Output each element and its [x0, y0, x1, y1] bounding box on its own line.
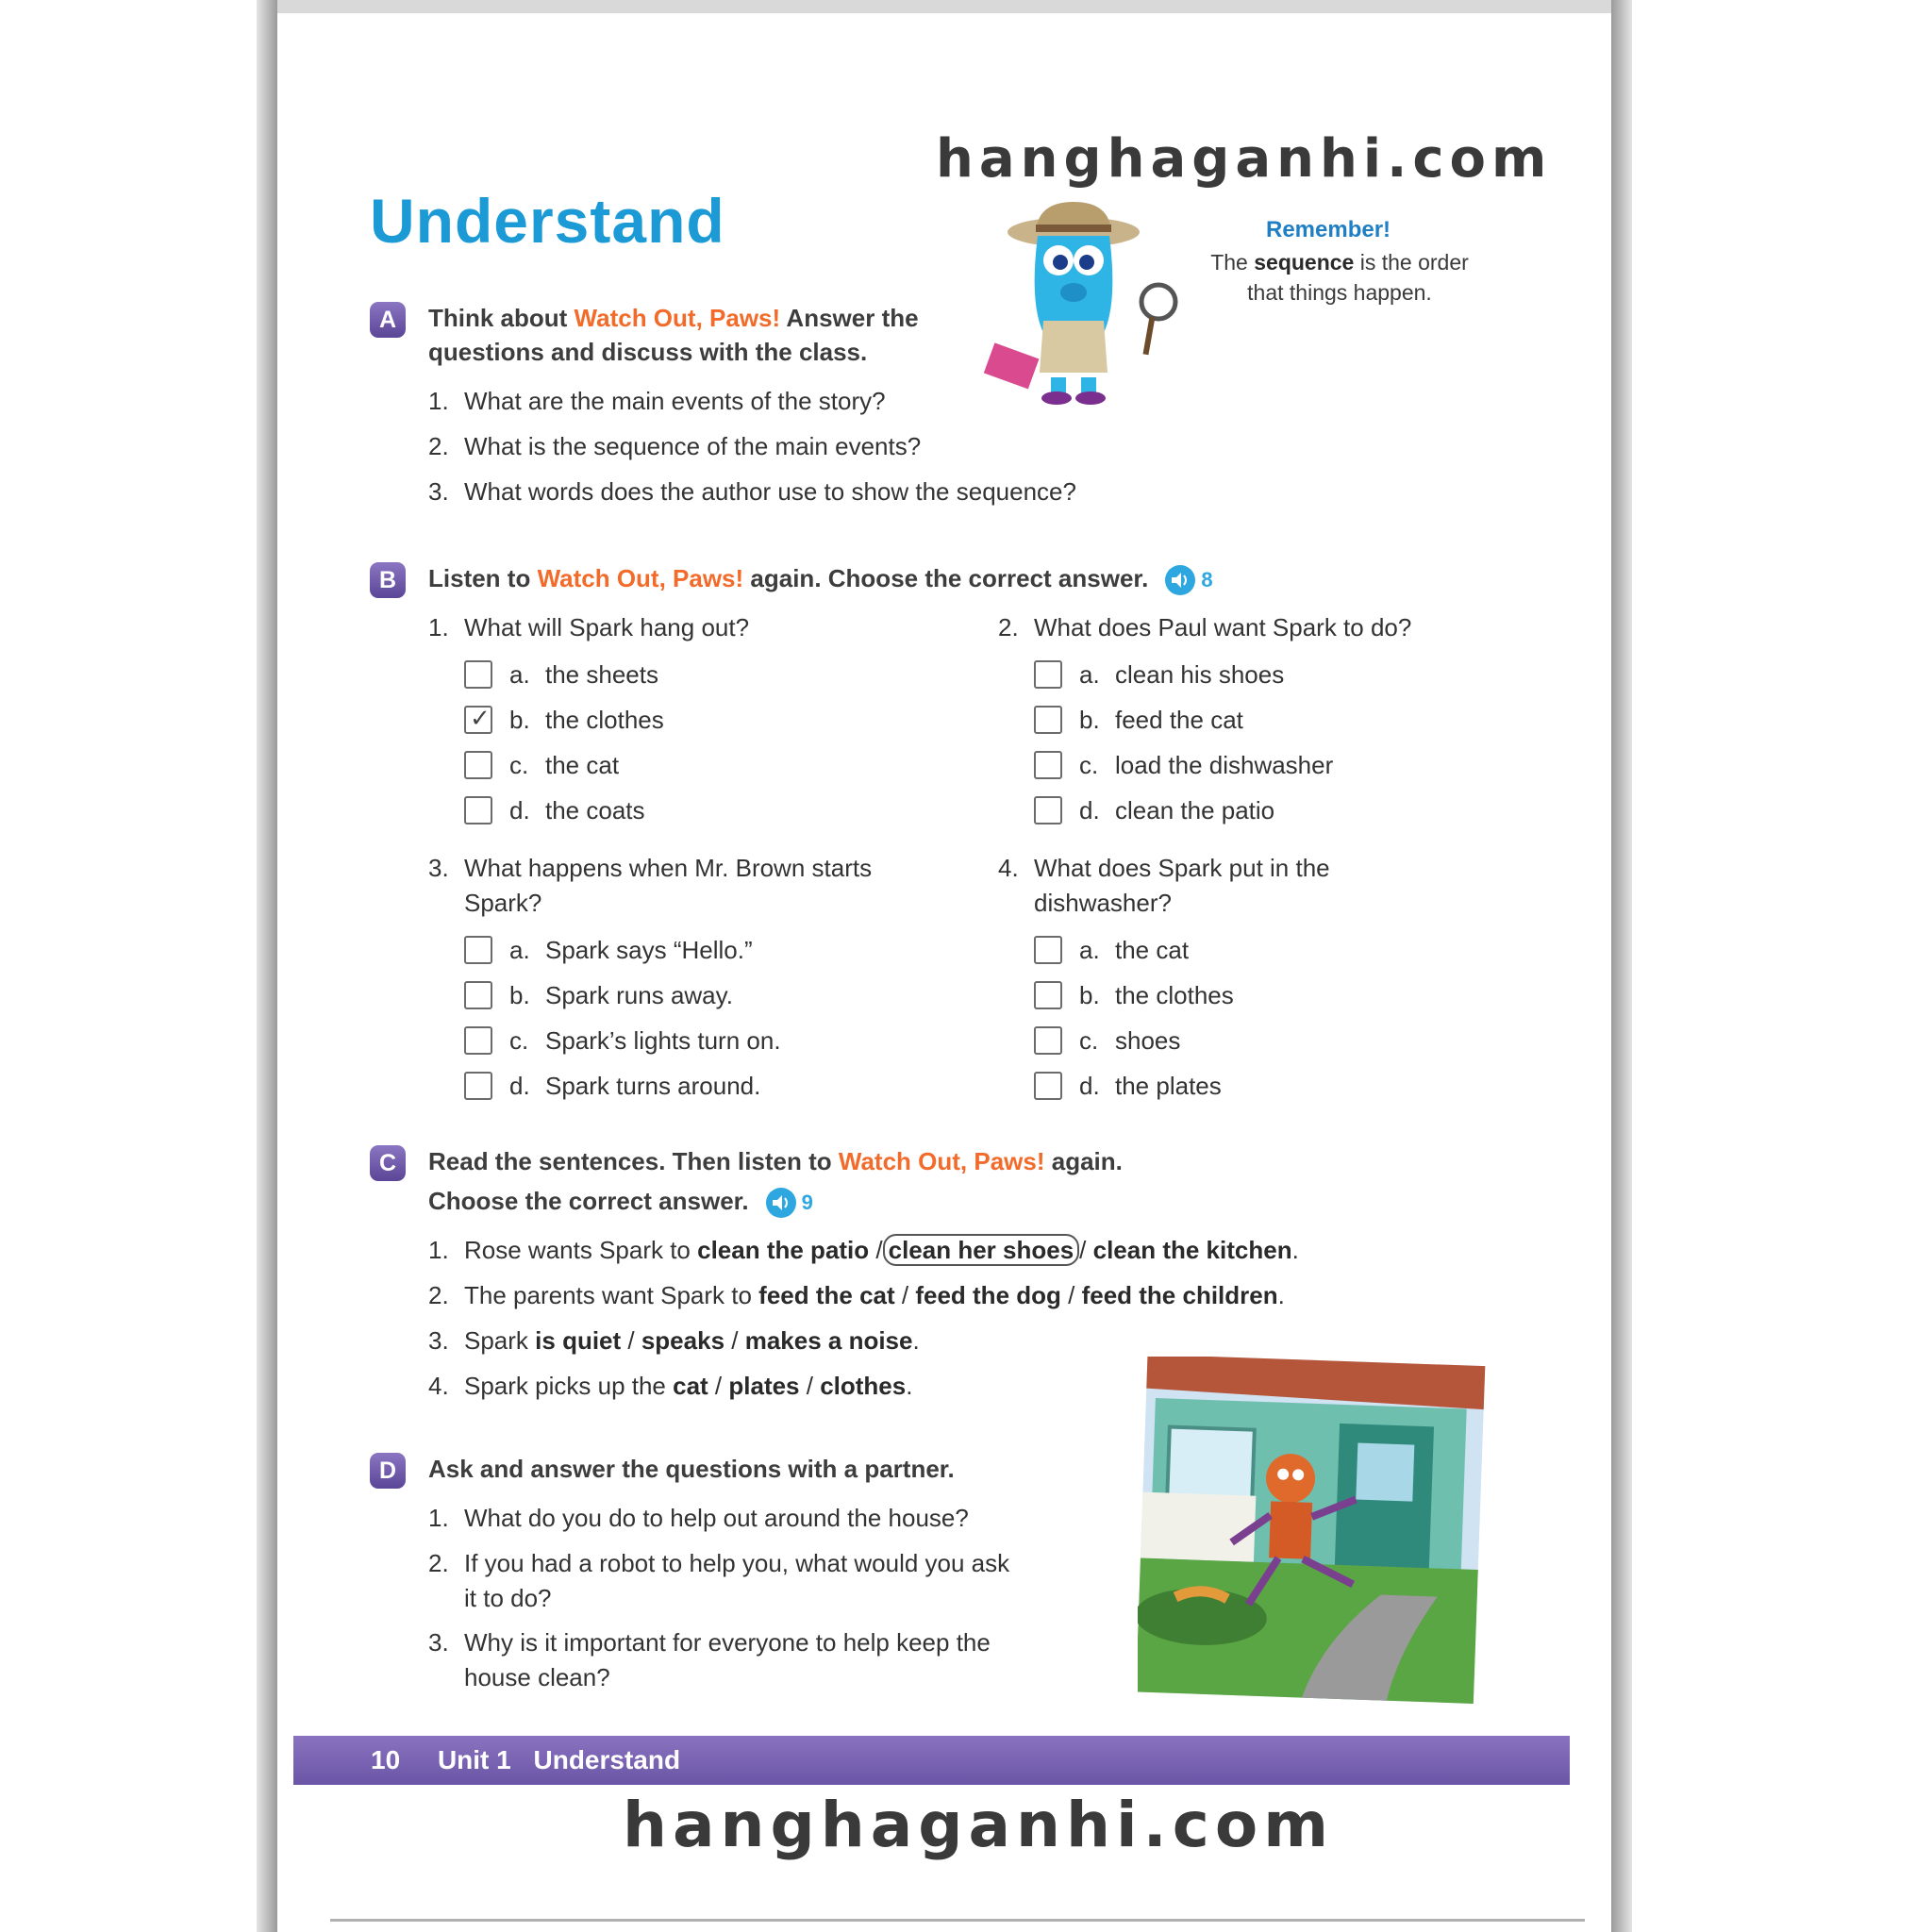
- answer-option: [1079, 1072, 1222, 1101]
- option-text: the sheets: [545, 660, 658, 689]
- option-text: the plates: [1115, 1072, 1222, 1100]
- option-letter: b.: [509, 706, 530, 734]
- checkbox[interactable]: [1034, 1072, 1062, 1100]
- checkbox[interactable]: [464, 936, 492, 964]
- question-number: 1.: [428, 1504, 449, 1532]
- section-a-instruction-line2: questions and discuss with the class.: [428, 338, 868, 366]
- option-text: the coats: [545, 796, 645, 824]
- answer-option: [509, 796, 645, 825]
- story-title: Watch Out, Paws!: [574, 304, 781, 332]
- section-c-instruction: [428, 1147, 1123, 1176]
- separator: /: [799, 1372, 821, 1400]
- section-c-sentence-2: [428, 1281, 1285, 1310]
- section-d-badge: D: [370, 1453, 406, 1489]
- section-b-question-1: [428, 613, 749, 642]
- option-text: Spark turns around.: [545, 1072, 761, 1100]
- section-d-question-3: [428, 1628, 991, 1657]
- question-text: What do you do to help out around the house?: [464, 1504, 969, 1532]
- question-text-line2: dishwasher?: [1034, 889, 1172, 917]
- section-b-question-3: [428, 854, 872, 883]
- choice-c[interactable]: feed the children: [1081, 1281, 1278, 1309]
- option-text: the clothes: [1115, 981, 1234, 1009]
- page-shadow-right: [1611, 0, 1632, 1932]
- checkbox-checked[interactable]: [464, 706, 492, 734]
- checkbox[interactable]: [464, 796, 492, 824]
- option-letter: d.: [509, 796, 530, 824]
- answer-option: [1079, 660, 1284, 690]
- choice-a[interactable]: is quiet: [535, 1326, 622, 1355]
- answer-option: [1079, 751, 1333, 780]
- check-mark-icon: ✓: [470, 704, 491, 732]
- option-letter: c.: [509, 751, 529, 779]
- answer-option: [1079, 796, 1274, 825]
- section-a-question-2: [428, 432, 921, 461]
- answer-option: [509, 936, 753, 965]
- option-letter: a.: [509, 936, 530, 964]
- question-number: 2.: [998, 613, 1019, 641]
- question-text: Why is it important for everyone to help keep the: [464, 1628, 991, 1657]
- detective-mascot-illustration: [981, 198, 1179, 406]
- question-text: What happens when Mr. Brown starts: [464, 854, 873, 882]
- remember-heading: Remember!: [1266, 217, 1391, 242]
- question-text: What will Spark hang out?: [464, 613, 750, 641]
- checkbox[interactable]: [1034, 981, 1062, 1009]
- option-text: Spark’s lights turn on.: [545, 1026, 781, 1055]
- question-number: 3.: [428, 477, 449, 506]
- page-number: 10: [371, 1745, 401, 1774]
- option-letter: d.: [509, 1072, 530, 1100]
- page-shadow-left: [257, 0, 277, 1932]
- option-letter: d.: [1079, 1072, 1100, 1100]
- option-letter: c.: [509, 1026, 529, 1055]
- section-a-question-1: [428, 387, 886, 416]
- audio-track-number: 9: [801, 1191, 813, 1215]
- question-number: 3.: [428, 854, 449, 882]
- separator: /: [1060, 1281, 1082, 1309]
- sentence-number: 4.: [428, 1372, 449, 1400]
- option-letter: c.: [1079, 1026, 1099, 1055]
- option-text: the cat: [1115, 936, 1190, 964]
- section-c-badge: C: [370, 1145, 406, 1181]
- choice-c[interactable]: makes a noise: [744, 1326, 913, 1355]
- watermark-top: hanghaganhi.com: [936, 128, 1553, 190]
- section-a-badge: A: [370, 302, 406, 338]
- footer-section: Understand: [533, 1745, 681, 1774]
- section-c-sentence-4: [428, 1372, 912, 1401]
- remember-text: [1191, 247, 1489, 308]
- instruction-text: again.: [1044, 1147, 1123, 1175]
- section-c-instruction-line2: [428, 1187, 813, 1218]
- answer-option: [509, 981, 733, 1010]
- option-text: clean the patio: [1115, 796, 1275, 824]
- sentence-end: .: [1291, 1236, 1299, 1264]
- option-letter: b.: [509, 981, 530, 1009]
- watermark-bottom: hanghaganhi.com: [623, 1789, 1334, 1861]
- choice-c[interactable]: clean the kitchen: [1092, 1236, 1292, 1264]
- separator: /: [894, 1281, 916, 1309]
- instruction-text: Choose the correct answer.: [428, 1187, 749, 1215]
- checkbox[interactable]: [1034, 796, 1062, 824]
- option-letter: d.: [1079, 796, 1100, 824]
- section-a-instruction: [428, 304, 919, 333]
- remember-term: sequence: [1254, 250, 1355, 275]
- sentence-text: Spark picks up the: [464, 1372, 674, 1400]
- section-b-instruction: [428, 564, 1213, 595]
- choice-a[interactable]: feed the cat: [758, 1281, 895, 1309]
- question-text: What does Paul want Spark to do?: [1034, 613, 1412, 641]
- question-number: 1.: [428, 387, 449, 415]
- checkbox[interactable]: [464, 751, 492, 779]
- question-number: 4.: [998, 854, 1019, 882]
- separator: /: [708, 1372, 729, 1400]
- sentence-end: .: [912, 1326, 920, 1355]
- checkbox[interactable]: [464, 1026, 492, 1055]
- sentence-number: 3.: [428, 1326, 449, 1355]
- question-text-line2: house clean?: [464, 1663, 610, 1691]
- section-d-instruction: Ask and answer the questions with a partner.: [428, 1455, 955, 1483]
- section-a-question-3: [428, 477, 1076, 507]
- audio-track-number: 8: [1201, 568, 1213, 592]
- separator: /: [724, 1326, 745, 1355]
- sentence-text: Rose wants Spark to: [464, 1236, 698, 1264]
- answer-option: [1079, 981, 1234, 1010]
- story-title: Watch Out, Paws!: [838, 1147, 1045, 1175]
- option-letter: b.: [1079, 706, 1100, 734]
- choice-b[interactable]: plates: [728, 1372, 800, 1400]
- choice-b-circled[interactable]: clean her shoes: [883, 1234, 1080, 1266]
- question-text: What is the sequence of the main events?: [464, 432, 922, 460]
- option-text: shoes: [1115, 1026, 1181, 1055]
- sentence-text: The parents want Spark to: [464, 1281, 759, 1309]
- page-title: Understand: [370, 186, 725, 256]
- instruction-text: Think about: [428, 304, 575, 332]
- remember-text-post: is the order: [1354, 250, 1469, 275]
- separator: /: [621, 1326, 641, 1355]
- separator: /: [869, 1236, 883, 1264]
- section-b-badge: B: [370, 562, 406, 598]
- choice-c[interactable]: clothes: [820, 1372, 907, 1400]
- remember-text-pre: The: [1210, 250, 1255, 275]
- question-text: If you had a robot to help you, what would you ask: [464, 1549, 1010, 1577]
- checkbox[interactable]: [1034, 936, 1062, 964]
- question-text: What are the main events of the story?: [464, 387, 886, 415]
- section-c-sentence-1: [428, 1236, 1299, 1265]
- sentence-end: .: [1277, 1281, 1285, 1309]
- question-text: What does Spark put in the: [1034, 854, 1330, 882]
- question-number: 3.: [428, 1628, 449, 1657]
- footer-unit: Unit 1: [437, 1745, 511, 1774]
- instruction-text: again. Choose the correct answer.: [743, 564, 1149, 592]
- option-text: feed the cat: [1115, 706, 1243, 734]
- option-text: the cat: [545, 751, 620, 779]
- option-letter: a.: [1079, 936, 1100, 964]
- section-c-sentence-3: [428, 1326, 920, 1356]
- option-text: Spark runs away.: [545, 981, 733, 1009]
- instruction-text: Answer the: [780, 304, 919, 332]
- option-text: Spark says “Hello.”: [545, 936, 753, 964]
- audio-icon[interactable]: [1165, 565, 1195, 595]
- option-letter: b.: [1079, 981, 1100, 1009]
- audio-icon[interactable]: [766, 1188, 796, 1218]
- section-d-question-2: [428, 1549, 1009, 1578]
- section-b-question-2: [998, 613, 1411, 642]
- page-footer-bar: [293, 1736, 1570, 1785]
- checkbox[interactable]: [464, 981, 492, 1009]
- checkbox[interactable]: [1034, 1026, 1062, 1055]
- answer-option: [1079, 936, 1189, 965]
- choice-a[interactable]: cat: [673, 1372, 708, 1400]
- option-text: load the dishwasher: [1115, 751, 1334, 779]
- robot-house-illustration: [1138, 1357, 1492, 1711]
- section-d-question-1: [428, 1504, 969, 1533]
- checkbox[interactable]: [464, 1072, 492, 1100]
- bottom-divider: [330, 1919, 1585, 1922]
- checkbox[interactable]: [1034, 706, 1062, 734]
- option-text: clean his shoes: [1115, 660, 1285, 689]
- story-title: Watch Out, Paws!: [537, 564, 744, 592]
- answer-option: [509, 706, 664, 735]
- question-number: 2.: [428, 1549, 449, 1577]
- answer-option: [1079, 1026, 1180, 1056]
- option-letter: a.: [1079, 660, 1100, 689]
- question-text-line2: it to do?: [464, 1584, 552, 1612]
- option-letter: a.: [509, 660, 530, 689]
- question-text-line2: Spark?: [464, 889, 542, 917]
- answer-option: [509, 1072, 760, 1101]
- remember-text-line2: that things happen.: [1247, 280, 1432, 305]
- sentence-number: 1.: [428, 1236, 449, 1264]
- section-b-question-4: [998, 854, 1330, 883]
- sentence-number: 2.: [428, 1281, 449, 1309]
- answer-option: [509, 1026, 781, 1056]
- separator: /: [1079, 1236, 1093, 1264]
- sentence-text: Spark: [464, 1326, 536, 1355]
- instruction-text: Listen to: [428, 564, 538, 592]
- choice-a[interactable]: clean the patio: [697, 1236, 870, 1264]
- choice-b[interactable]: feed the dog: [915, 1281, 1061, 1309]
- page-top-edge: [257, 0, 1632, 13]
- checkbox[interactable]: [1034, 751, 1062, 779]
- question-number: 2.: [428, 432, 449, 460]
- question-text: What words does the author use to show the sequence?: [464, 477, 1076, 506]
- checkbox[interactable]: [1034, 660, 1062, 689]
- instruction-text: Read the sentences. Then listen to: [428, 1147, 839, 1175]
- question-number: 1.: [428, 613, 449, 641]
- answer-option: [1079, 706, 1243, 735]
- answer-option: [509, 751, 619, 780]
- option-text: the clothes: [545, 706, 664, 734]
- answer-option: [509, 660, 658, 690]
- checkbox[interactable]: [464, 660, 492, 689]
- sentence-end: .: [906, 1372, 913, 1400]
- option-letter: c.: [1079, 751, 1099, 779]
- choice-b[interactable]: speaks: [641, 1326, 725, 1355]
